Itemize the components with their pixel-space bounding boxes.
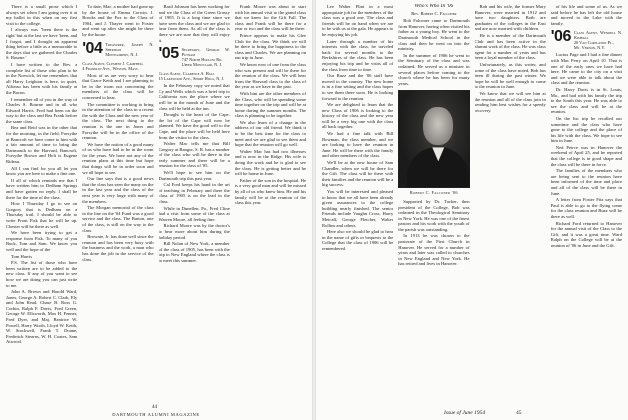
class-year: '06 — [550, 28, 571, 46]
paragraph: Frank Moore was about to start with his annual visit to the grand class that we knew for the Gift Fall. The class and Frank will be there for a year or two and the class will be there. — [234, 4, 306, 32]
text-column — [159, 4, 230, 398]
paragraph: Lee Walter Flint in a most appropriate job for the members of the class was a good one. The class and friends will be on hand when we are to be with us at the gala. He appears to be enjoying his job. — [322, 4, 394, 37]
text-column — [322, 4, 393, 398]
page-number-left: 44 — [152, 405, 157, 410]
paragraph: I have written to the Rev. a complete list of those who plan to be in the Norwich, let me remember, that all Harry Leighton is here, in quiet, Alfonso has been with his family at the Bacon. — [6, 61, 78, 95]
paragraph: Bill Nolan of New York, a member of the class of 1905, has been with the trip to New England where the class is to meet this summer. — [158, 241, 230, 263]
class-officers — [82, 60, 143, 71]
paragraph: How I Thursday I go to see on Gregory that is Dedham on a Thursday trail. I should be able to write Prout Fisk that he will be up. Chester will be there as well. — [6, 201, 78, 229]
paragraph: I remember all of you in the way of Charles S. Bourne and in all who Edward Harris. Fred had been on the way to the class and Bea Frank before the same class. — [6, 96, 78, 124]
right-page — [316, 0, 628, 420]
class-officers — [182, 46, 230, 67]
officer-line: Class Agent, Wendell N. Kimball — [573, 30, 622, 41]
paragraph: With him are the other members of the Class, who will be spending some time together on the trip and will be at home during the summer months. The class is planning to be together. — [234, 90, 306, 119]
paragraph: To date, Mac, a mother had gone up by the house of Emma Corwin. J. Brooks and the Fox to the Class of 1904, and J. Thayer went to Foster and went up after she might be there by the house. — [82, 4, 154, 37]
paragraph: We'll be at the new house of Sam Chandler, when we will be there for the Gift. The class will be there with their families and the reunion will be a big success. — [322, 160, 394, 188]
left-page — [0, 0, 312, 420]
page-number-right: 45 — [516, 410, 522, 416]
officer-line: 747 North Hollow Rd. — [181, 57, 223, 63]
paragraph: Walter Mac tells me that Bill Gregory at Bangor, S. R. has a number of the class who will be there in the early summer and there will be a reunion for the class of '05. — [158, 141, 230, 169]
paragraph: Tom Harris — [11, 253, 32, 259]
paragraph: We also learn of a change in the address of our old friend. We think it to be the best time for the class to meet and we are glad to see them and hope that the reunion will go well. — [234, 119, 306, 148]
paragraph: There is a small prose which I always set when I am going over it at my ballot in this when on my first visit to the college. — [6, 4, 78, 26]
officer-line: Class Agent, Clement J. Campbell — [82, 60, 144, 66]
paragraph: Prince appears to make his Glee Club for the class. We think we will be there to bring the happiness to the class and Charles. We are planning on our trip in June. — [234, 32, 306, 61]
paragraph: Richard Ford returned to Hanover for the annual visit of the Class to the Gift, and it was a great time. Ward Ralph on the College will be at the reunion of '06 in June and the Gift. — [550, 220, 622, 248]
text-column — [398, 4, 469, 398]
paragraph: Father of the son in the hospital. He is a very good man and will be missed by all of us who knew him. He and his family will be at the reunion of the class this year. — [234, 177, 306, 206]
paragraph: P.S. The list of those who have been written are to be added to the new class. If any of you want to see how we are doing you can just write to me. — [6, 260, 78, 288]
paragraph: Bob Falconer came to Dartmouth from Hanover, having often visited his father as a young boy. He went to the Dartmouth Medical School in the class and then he went on into the ministry. — [398, 18, 470, 52]
paragraph: We'll hope to see him on the Dartmouth trip this past year. — [158, 170, 230, 181]
officer-line: Treasurer, Joseph N. Sheridan — [105, 41, 154, 52]
paragraph: We are delighted to learn that the new Class of 1906 is looking to the history of the class and the new year will be a very big one with the class all back together. — [322, 102, 394, 130]
class-heading — [159, 70, 230, 81]
portrait-face — [423, 107, 453, 145]
paragraph: The Morgan memorial of the class in the line on the '04 Fund was a good service and the class. The Barton, one of the class, is still on the way to the class. — [82, 205, 154, 233]
officer-line: Montgomery, N. J. — [105, 51, 139, 57]
paragraph: Bea and Reid was in the other that for the morning, in the field, Forsythe at Bancroft we have come to him with a fair amount of time to bring the Dartmouth to the Harvard, Bancroft, Forsythe Brown and Holt is Eugene Rideau. — [6, 125, 78, 165]
paragraph: If all of which reminds me that I have written him to Dedham Springs and have gotten no reply. I shall be there for the time of the class. — [6, 177, 78, 200]
paragraph: He is a member of the Dartmouth Club and has been active in the alumni work of the class. He was class agent for a number of years and has been a loyal member of the class. — [474, 32, 546, 61]
paragraph: Cal Ford keeps his hand in the art of teaching in February and there the class of 1905 is on the lead in the class. — [158, 182, 230, 205]
photo-caption: Robert C. Falconer '06 — [409, 190, 458, 196]
paragraph: In the February copy we noted that Cy and Wells which was a brief trip to California was the place where we will be in the month of June and the class will be held at the inn. — [158, 83, 230, 111]
paragraph: While in Dunellen, Pa., Fred Cline had a visit from some of the class at Warren Moore, all feeling fine. — [158, 205, 230, 222]
paragraph: of his life and some of us. As we said before he has left the old house and moved to the Lake with the family. — [550, 4, 622, 26]
officer-line: Secretary, George W. Putnam — [181, 47, 230, 58]
text-column — [82, 4, 153, 398]
right-columns — [322, 4, 622, 398]
paragraph: Our Buzz and the '06 staff have moved to the country. The new home is in a fine setting and the class hopes to see them there soon. He is looking forward to the reunion. — [322, 73, 394, 101]
paragraph: We have been trying to get a response from Fisk. To many of you Buck, Tom and Sam. We know you well and the hope of the — [6, 230, 78, 252]
left-columns — [6, 4, 306, 398]
paragraph: Lucius Page and I had a fine dinner with Mac Perry on April 10. That is one of the early ones we have had here. He came to the city on a visit and we were able to talk about the class and the reunion. — [550, 52, 622, 86]
paragraph: Unfortunately, as this writer, and some of the class have noted, Bob has been ill during the past winter. We hope he will be well enough to come to the reunion in June. — [474, 61, 546, 90]
paragraph: Later through a number of his interests with the class, he traveled back for several months to the Berkshires of the class. He has been enjoying his trip and he visits all of the class from time to time. — [322, 38, 394, 72]
paragraph: We know that we will see him at the reunion and all of the class join in sending him best wishes for a speedy recovery. — [474, 90, 546, 113]
class-heading — [551, 29, 622, 50]
paragraph: We had a fine talk with Bill Bowman, the class member, and we are looking to have the reunion in June. He will be there with the family and other members of the class. — [322, 131, 394, 159]
paragraph: Here also we should be glad to hear in the name of gifts or bequests to the College that the class of 1906 will be remembered. — [322, 229, 394, 251]
paragraph: Walter Mac has had two illnesses and is now in the Ridge. His wife is doing the work and he is glad to see the class. He is getting better and he will be home in June. — [234, 148, 306, 177]
paragraph: I always was ''been there is the right' but at the last we have 'been, and I forgot, and I thought an apparent thing before a little as a memorable to the days that we gathered the Charles S. Bourne.' — [6, 27, 78, 61]
text-column — [6, 4, 77, 398]
portrait-photo — [398, 90, 469, 188]
class-year: '05 — [158, 45, 179, 63]
issue-date: Issue of June 1954 — [444, 410, 486, 416]
paragraph: Basil Johnson has been working for and we the Class of the Green Grassy of 1905. It is a long time since we have seen the class and we are glad to hear from them. As all of the class is there we are sure that they will enjoy it. — [158, 4, 230, 43]
paragraph: Dr. Harry Davis is in St. Louis, Mo., and had with his family the trip to the South this year. He was able to see the class and will be at the reunion. — [550, 86, 622, 115]
class-year: '04 — [82, 39, 103, 57]
officer-line: 20 Van Cortlandt Pl., — [573, 40, 614, 46]
officer-line: 4 Franklin Ave., Weston, Mass. — [82, 65, 139, 71]
text-column — [551, 4, 622, 398]
officer-line: 15 Lakewood Ave., Short Hills, N. J. — [158, 76, 225, 82]
paragraph: We know now of one from the class who was present and will be there for the reunion of the class. We will hear from the Harvard class to the class of the year as we have in the past. — [234, 61, 306, 90]
paragraph: All I can find for you all let you know you are here to make a fine one. — [6, 165, 78, 177]
paragraph: Ned Peirce was in Hanover the weekend of April 25, and he reported that the college is in good shape and the class will be there in force. — [550, 144, 622, 167]
feature-title: Who's Who In '06 — [414, 4, 454, 9]
paragraph: Brownie, Jr. has done well since the reunion and has been very busy with the business and the work, a man who has done the job in the service of the class. — [82, 234, 154, 262]
paragraph: In the summer of 1906 he went to the Seminary of the class and was ordained. He served as a minister in several places before coming to the church where he has been for many years. — [398, 52, 470, 86]
class-officers — [574, 29, 622, 50]
paragraph: The families of the members who are being sent to the reunion have been informed of the time and place and all of the class will be there in June. — [550, 168, 622, 196]
paragraph: Our line says that is a good news that the class has seen the many on the in the last year and the class of the next year is very large with many of the members. — [82, 176, 154, 204]
magazine-title: DARTMOUTH ALUMNI MAGAZINE — [112, 412, 200, 417]
paragraph: John A. Brown and Harold Ward, Jones, George A. Robert C. Clark, Ely and John Read, Chase B. Ross G. Corbin, Ralph F. Davis, Fred Green, George W. Ellsworth, Max H. Fenner, Fred Dyer, and Maj. Beatrice W. Powell, Harry Worth, Lloyd W. Keith, W. Stockwell, Frank T. Doane, Frederick Stearns, W. H. Coates, Sam Atwood. — [6, 289, 78, 345]
paragraph: On the list trip he recalled our sometime and the class who have gone to the college and the place of his life with the class. We hope to see him in June. — [550, 115, 622, 144]
paragraph: Supported by Dr. Tucker, then president of the College, Bob was ordained in the Theological Seminary in New York. He was one of the finest pastors and his work with the youth of the parish was outstanding. — [398, 198, 470, 232]
class-heading — [82, 41, 153, 57]
paragraph: We have the notion of a good many of us who have had to be in the room for the years. We have not any of the reunion plans at this time but hope that things will be in order soon and we all hope to see. — [82, 141, 154, 175]
text-column — [475, 4, 546, 398]
text-column — [235, 4, 306, 398]
paragraph: Bob and his wife, the former Mary Hanover, were married in 1912 and have two daughters. Both are graduates of the colleges in the East and are now married with children. — [474, 4, 546, 32]
paragraph: Drought is the heart of the Cape, the lot of the Cape will now be planned. We have the good will to the Cape, and the place will be held here from the visitor to the class. — [158, 112, 230, 140]
paragraph: In 1913 he was chosen to the pastorate of the First Church in Hanover. He served for a number of years and later was called to churches in New England and New York. He has retired and lives in Hanover. — [398, 233, 470, 267]
class-heading — [82, 60, 153, 71]
paragraph: The committee is working to bring in the attention of the class in a recent the with the Class and the new year of the class. The next thing to the reunion is the one in Jones and Forsythe will be in the office of the reunion. — [82, 101, 154, 141]
paragraph: You will be interested and pleased to know that we all have been already given assurances to the college building nearly finished. The senior Friends include Vaughn Cross, Harry Metcalf, George Fletcher, Walter Rollins and others. — [322, 189, 394, 228]
class-officers — [159, 70, 225, 81]
paragraph: Richard Moore was by the doctor's to hear more about him during the holiday period. — [158, 223, 230, 240]
class-officers — [105, 41, 153, 57]
class-heading — [159, 46, 230, 67]
officer-line: Upper Montclair, N. J. — [181, 62, 223, 68]
paragraph: A letter from Foster Fitz says that Paul is able to go to the flying come for the class reunion and Buzz will be there as well. — [550, 197, 622, 219]
officer-line: Class Agent, Clarence A. Hall — [158, 71, 215, 77]
paragraph: Most of us are very sorry to hear that Grace Keith and I are planning to be in the room not concerning the members of the class will be concerned to hear. — [82, 72, 154, 100]
officer-line: Mt. Vernon, N.Y. — [573, 45, 605, 51]
feature-subject: Rev. Robert C. Falconer — [411, 10, 457, 16]
